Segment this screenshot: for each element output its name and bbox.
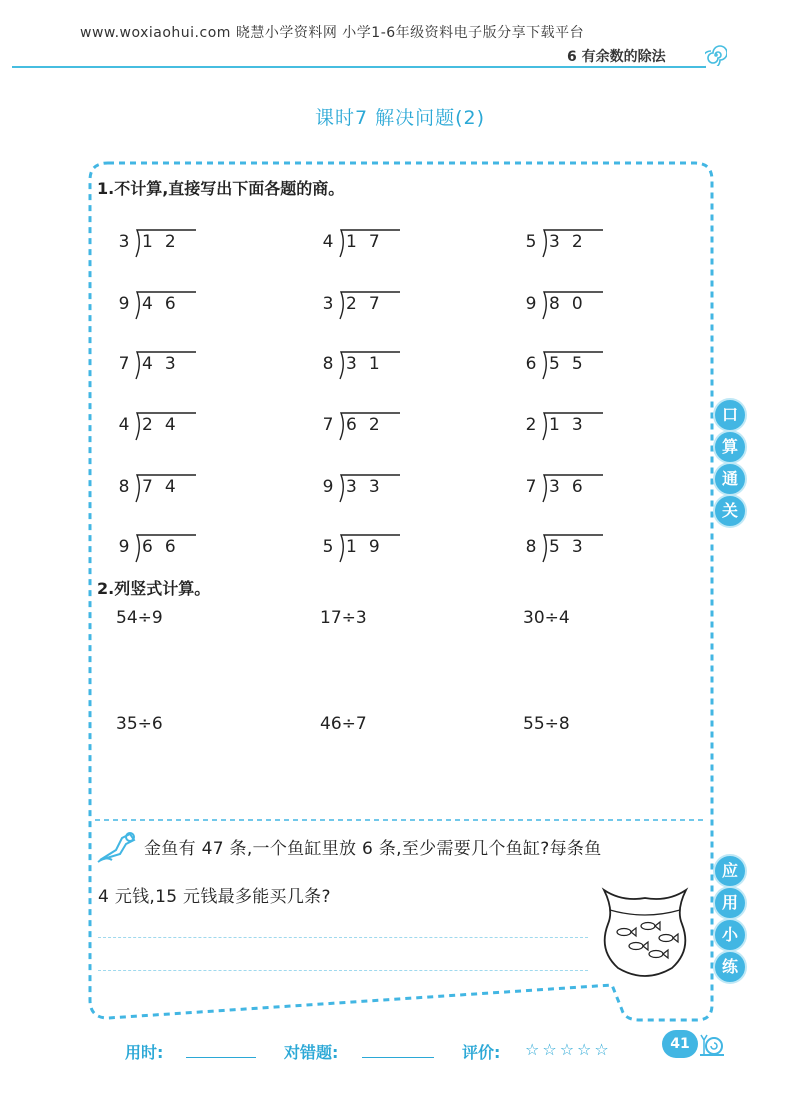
divisor: 5 bbox=[322, 537, 334, 557]
divisor: 8 bbox=[322, 354, 334, 374]
dividend: 55 bbox=[549, 354, 595, 374]
calc-expression: 17÷3 bbox=[320, 608, 367, 628]
rating-label: 评价: bbox=[462, 1043, 501, 1062]
division-item bbox=[523, 411, 607, 443]
division-item bbox=[116, 290, 200, 322]
dividend: 74 bbox=[142, 477, 188, 497]
division-item bbox=[116, 228, 200, 260]
side-tab: 应 bbox=[713, 854, 747, 888]
dividend: 32 bbox=[549, 232, 595, 252]
division-item bbox=[116, 350, 200, 382]
dividend: 12 bbox=[142, 232, 188, 252]
dividend: 43 bbox=[142, 354, 188, 374]
calc-expression: 55÷8 bbox=[523, 714, 570, 734]
division-item bbox=[320, 290, 404, 322]
dividend: 46 bbox=[142, 294, 188, 314]
divisor: 9 bbox=[525, 294, 537, 314]
division-item bbox=[116, 411, 200, 443]
time-blank[interactable] bbox=[186, 1057, 256, 1058]
division-item bbox=[320, 533, 404, 565]
page-number: 41 bbox=[662, 1030, 698, 1058]
divisor: 9 bbox=[322, 477, 334, 497]
division-item bbox=[320, 350, 404, 382]
division-item bbox=[320, 473, 404, 505]
divisor: 8 bbox=[118, 477, 130, 497]
divisor: 7 bbox=[322, 415, 334, 435]
division-item bbox=[320, 228, 404, 260]
division-item bbox=[116, 533, 200, 565]
divisor: 5 bbox=[525, 232, 537, 252]
dividend: 62 bbox=[346, 415, 392, 435]
dividend: 53 bbox=[549, 537, 595, 557]
header-divider bbox=[12, 66, 706, 68]
dividend: 24 bbox=[142, 415, 188, 435]
division-item bbox=[523, 533, 607, 565]
calc-expression: 46÷7 bbox=[320, 714, 367, 734]
divisor: 2 bbox=[525, 415, 537, 435]
correct-blank[interactable] bbox=[362, 1057, 434, 1058]
divisor: 4 bbox=[118, 415, 130, 435]
side-tab: 算 bbox=[713, 430, 747, 464]
dividend: 66 bbox=[142, 537, 188, 557]
side-tab: 练 bbox=[713, 950, 747, 984]
dividend: 36 bbox=[549, 477, 595, 497]
divisor: 4 bbox=[322, 232, 334, 252]
dividend: 33 bbox=[346, 477, 392, 497]
calc-expression: 30÷4 bbox=[523, 608, 570, 628]
question-1-title: 1.不计算,直接写出下面各题的商。 bbox=[97, 179, 345, 198]
dividend: 27 bbox=[346, 294, 392, 314]
dividend: 80 bbox=[549, 294, 595, 314]
divisor: 7 bbox=[118, 354, 130, 374]
dividend: 17 bbox=[346, 232, 392, 252]
divisor: 3 bbox=[322, 294, 334, 314]
calc-expression: 54÷9 bbox=[116, 608, 163, 628]
rating-stars[interactable]: ☆☆☆☆☆ bbox=[525, 1040, 612, 1059]
snail-icon bbox=[698, 1030, 726, 1058]
division-item bbox=[523, 290, 607, 322]
time-label: 用时: bbox=[125, 1043, 164, 1062]
side-tab: 用 bbox=[713, 886, 747, 920]
division-item bbox=[523, 473, 607, 505]
division-item bbox=[320, 411, 404, 443]
divisor: 9 bbox=[118, 537, 130, 557]
lesson-title: 课时7 解决问题(2) bbox=[314, 107, 486, 129]
divisor: 7 bbox=[525, 477, 537, 497]
dividend: 13 bbox=[549, 415, 595, 435]
chapter-title: 6 有余数的除法 bbox=[567, 49, 666, 65]
side-tab: 通 bbox=[713, 462, 747, 496]
division-item bbox=[523, 350, 607, 382]
divisor: 9 bbox=[118, 294, 130, 314]
correct-label: 对错题: bbox=[284, 1043, 339, 1062]
side-tab: 小 bbox=[713, 918, 747, 952]
dividend: 31 bbox=[346, 354, 392, 374]
word-problem-line-1: 金鱼有 47 条,一个鱼缸里放 6 条,至少需要几个鱼缸?每条鱼 bbox=[144, 839, 602, 859]
side-tab: 关 bbox=[713, 494, 747, 528]
divisor: 6 bbox=[525, 354, 537, 374]
divisor: 3 bbox=[118, 232, 130, 252]
answer-line[interactable] bbox=[98, 970, 588, 971]
answer-line[interactable] bbox=[98, 937, 588, 938]
divisor: 8 bbox=[525, 537, 537, 557]
division-item bbox=[116, 473, 200, 505]
trumpet-icon bbox=[96, 830, 138, 864]
spiral-icon bbox=[705, 44, 727, 66]
header-site-text: www.woxiaohui.com 晓慧小学资料网 小学1-6年级资料电子版分享下载平台 bbox=[80, 25, 585, 41]
fishbowl-icon bbox=[592, 880, 698, 980]
dividend: 19 bbox=[346, 537, 392, 557]
word-problem-line-2: 4 元钱,15 元钱最多能买几条? bbox=[98, 887, 331, 907]
question-2-title: 2.列竖式计算。 bbox=[97, 579, 211, 598]
side-tab: 口 bbox=[713, 398, 747, 432]
division-item bbox=[523, 228, 607, 260]
calc-expression: 35÷6 bbox=[116, 714, 163, 734]
